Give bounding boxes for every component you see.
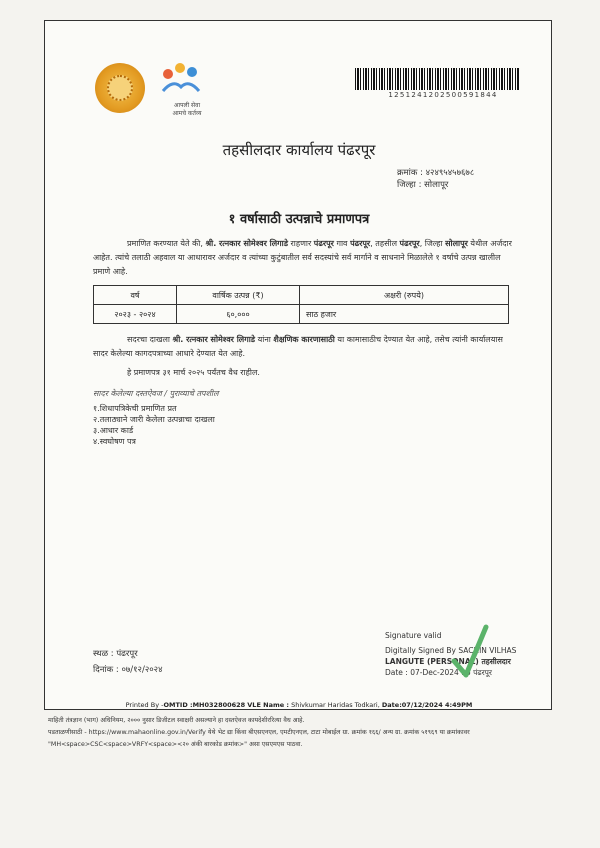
text: प्रमाणित करण्यात येते की, <box>127 239 206 248</box>
applicant-name: श्री. रत्नकार सोमेश्वर लिगाडे <box>205 239 288 248</box>
documents-title: सादर केलेल्या दस्तऐवज / पुराव्याचे तपशील <box>93 389 219 398</box>
text: यांना <box>255 335 274 344</box>
certificate-number <box>397 167 474 178</box>
maharashtra-emblem-icon <box>95 63 145 113</box>
text: सदरचा दाखला <box>127 335 173 344</box>
number-value: ४२४९५४५७६७८ <box>425 168 475 178</box>
text: राहणार <box>287 239 314 248</box>
place-label: स्थळ : <box>93 649 114 659</box>
col-income: वार्षिक उत्पन्न (₹) <box>177 286 300 305</box>
purpose-paragraph <box>93 333 513 361</box>
place-value: पंढरपूर <box>116 649 138 659</box>
village: पंढरपूर <box>350 239 371 248</box>
barcode <box>355 68 520 90</box>
text: , तहसील <box>370 239 400 248</box>
validity-line: हे प्रमाणपत्र ३१ मार्च २०२५ पर्यंतच वैध राहील. <box>127 368 260 377</box>
list-item: २.तलाठ्याने जारी केलेला उत्पन्नाचा दाखला <box>93 415 215 424</box>
certificate-page <box>44 20 552 710</box>
footer-line-3: "MH<space>CSC<space>VRFY<space><२० अंकी बारकोड क्रमांक>" असा एसएमएस पाठवा. <box>48 741 303 748</box>
footer-line-2: पडताळणीसाठी - https://www.mahaonline.gov.in/Verify येथे भेट द्या किंवा बीएसएनएल, एमटीएनएल, टाटा मोबाईल ग्रा. क्रमांक १६६/ अन्य ग्रा. क्रमांक ५१९६९ या क्रमांकावर <box>48 729 470 736</box>
purpose: शैक्षणिक कारणासाठी <box>273 335 335 344</box>
cell-year: २०२३ - २०२४ <box>94 305 177 324</box>
signature-line-1: Digitally Signed By SACHIN VILHAS <box>385 646 517 655</box>
text: VLE Name : <box>247 701 290 709</box>
vle-name: Shivkumar Haridas Todkari, <box>291 701 380 709</box>
place-line <box>93 648 138 659</box>
hands-icon <box>161 77 201 95</box>
income-table <box>93 285 509 324</box>
table-header-row <box>94 286 509 305</box>
list-item: १.शिधापत्रिकेची प्रमाणित प्रत <box>93 404 177 413</box>
col-year: वर्ष <box>94 286 177 305</box>
district-value: सोलापूर <box>424 180 449 190</box>
text: गाव <box>333 239 351 248</box>
list-item: ४.स्वघोषण पत्र <box>93 437 136 446</box>
signature-line-3: Date : 07-Dec-2024 16 पंढरपूर <box>385 668 492 677</box>
date-label: दिनांक : <box>93 665 119 675</box>
district: सोलापूर <box>445 239 468 248</box>
aapli-seva-logo-icon <box>157 61 217 119</box>
town: पंढरपूर <box>313 239 334 248</box>
printed-date: Date:07/12/2024 4:49PM <box>381 701 473 709</box>
signature-check-icon <box>450 621 490 681</box>
district-line <box>397 179 448 190</box>
printed-by-line <box>45 701 553 709</box>
certificate-heading: १ वर्षासाठी उत्पन्नाचे प्रमाणपत्र <box>228 212 370 227</box>
signature-line-2: LANGUTE (PERSONAL) तहसीलदार <box>385 657 511 666</box>
text: या कामासाठीच देण्यात येत आहे, तसेच त्यांनी कार्यालयास सादर केलेल्या कागदपत्राच्या आधारे देण्यात येत आहे. <box>93 335 503 358</box>
date-value: ०७/१२/२०२४ <box>121 665 163 675</box>
footer-line-1: माहिती तंत्रज्ञान (भाग) अधिनियम, २००० नुसार डिजीटल स्वाक्षरी असल्याने हा दस्तऐवज कायदेशीररित्या वैध आहे. <box>48 717 305 724</box>
text: Printed By - <box>125 701 164 709</box>
applicant-name-2: श्री. रत्नकार सोमेश्वर लिगाडे <box>172 335 256 344</box>
list-item: ३.आधार कार्ड <box>93 426 134 435</box>
text: , जिल्हा <box>419 239 446 248</box>
office-title: तहसीलदार कार्यालय पंढरपूर <box>222 141 376 159</box>
certification-paragraph <box>93 237 513 279</box>
cell-words: साठ हजार <box>300 305 509 324</box>
district-label: जिल्हा : <box>397 180 422 190</box>
date-line <box>93 664 163 675</box>
tehsil: पंढरपूर <box>399 239 420 248</box>
documents-list <box>93 403 215 447</box>
number-label: क्रमांक : <box>397 168 423 178</box>
logo-tagline-2: आमचे कर्तव्य <box>172 110 202 117</box>
cell-income: ६०,००० <box>177 305 300 324</box>
text: येथील अर्जदार आहेत. त्यांचे तलाठी अहवाल या आधारावर अर्जदार व त्यांच्या कुटुंबातील सर्व सदस्यांचे सर्व मार्गाने व साधनाने मिळालेले १ वर्षाचे उत्पन्न खालील प्रमाणे आहे. <box>93 239 512 276</box>
table-row <box>94 305 509 324</box>
col-words: अक्षरी (रुपये) <box>300 286 509 305</box>
signature-valid: Signature valid <box>385 631 442 640</box>
logo-tagline: आपली सेवा <box>173 102 200 109</box>
barcode-number: 1251241202500591844 <box>388 91 498 99</box>
omtid: OMTID :MH032800628 <box>163 701 246 709</box>
